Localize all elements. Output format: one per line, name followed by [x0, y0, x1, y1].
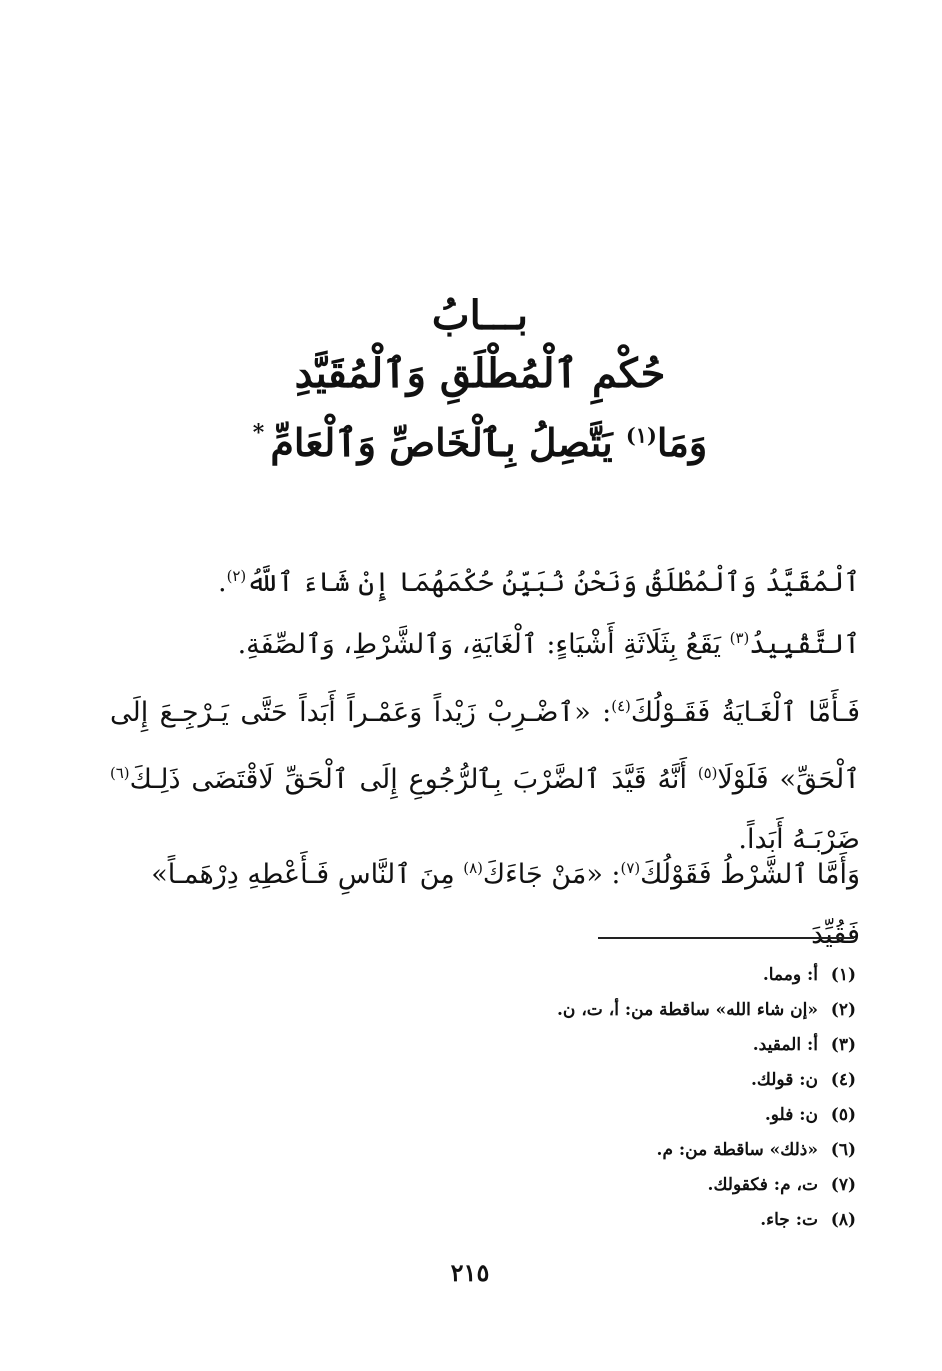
footnote-text: «ذلك» ساقطة من: م.: [656, 1140, 818, 1160]
footnote-text: «إن شاء الله» ساقطة من: أ، ت، ن.: [557, 1000, 818, 1020]
paragraph-text-end: مِنَ ٱلنَّاسِ فَـأَعْطِهِ دِرْهَمـاً» فَقُيِّدَ: [151, 859, 860, 950]
footnote-number: (٥): [830, 1105, 856, 1125]
chapter-label: [200, 292, 760, 339]
footnote-ref-3: (٣): [729, 629, 750, 647]
footnote-ref-5: (٥): [697, 764, 718, 782]
paragraph-text: : «ٱضْـرِبْ زَيْداً وَعَمْـراً أَبَداً حَتَّى يَـرْجِـعَ إِلَى ٱلْحَقِّ» فَلَوْلَا: [110, 697, 860, 795]
footnote-text: أ: ومما.: [762, 965, 818, 985]
footnote-ref-2: (٢): [226, 567, 247, 585]
footnote-number: (٦): [830, 1140, 856, 1160]
asterisk-mark: *: [252, 420, 265, 446]
footnote-number: (٧): [830, 1175, 856, 1195]
footnote-text: ن: فلو.: [764, 1105, 818, 1125]
footnote-item: [300, 1063, 856, 1098]
page-number: ٢١٥: [450, 1258, 490, 1287]
footnote-text: ن: قولك.: [750, 1070, 818, 1090]
subtitle-start: وَمَا: [656, 420, 708, 465]
footnote-number: (١): [830, 965, 856, 985]
paragraph-text: أَنَّهُ قَيَّدَ ٱلضَّرْبَ بِٱلرُّجُوعِ إِلَى ٱلْحَقِّ لَاقْتَضَى ذَلِـكَ: [129, 764, 698, 795]
chapter-label-text: بـــابُ: [431, 292, 529, 339]
footnote-ref-8: (٨): [463, 859, 483, 877]
chapter-title-text: حُكْمِ ٱلْمُطْلَقِ وَٱلْمُقَيَّدِ: [294, 350, 666, 397]
footnote-text: ت: جاء.: [760, 1210, 818, 1230]
footnote-item: [300, 993, 856, 1028]
paragraph-text: ٱلْمُقَيَّدُ وَٱلْمُطْلَقُ وَنَحْنُ نُبَيِّنُ حُكْمَهُمَا إِنْ شَاءَ ٱللَّهُ: [246, 567, 860, 598]
chapter-subtitle: [200, 420, 760, 465]
paragraph-condition: [110, 838, 860, 965]
footnote-text: أ: المقيد.: [752, 1035, 818, 1055]
footnote-number: (٨): [830, 1210, 856, 1230]
paragraph-text-end: يَقَعُ بِثَلَاثَةِ أَشْيَاءٍ: ٱلْغَايَةِ، وَٱلشَّرْطِ، وَٱلصِّفَةِ.: [237, 629, 730, 660]
footnote-divider: [598, 937, 854, 939]
paragraph-text-end: .: [218, 567, 227, 598]
footnote-ref-4: (٤): [611, 697, 631, 715]
footnotes-list: [300, 958, 856, 1238]
footnote-item: [300, 1028, 856, 1063]
footnote-item: [300, 1168, 856, 1203]
footnote-ref-1: (١): [625, 422, 657, 448]
footnote-item: [300, 1098, 856, 1133]
chapter-title: [200, 350, 760, 397]
paragraph-text: وَأَمَّا ٱلشَّرْطُ فَقَوْلُكَ: [640, 859, 860, 890]
footnote-item: [300, 1133, 856, 1168]
subtitle-end: يَتَّصِلُ بِٱلْخَاصِّ وَٱلْعَامِّ: [270, 420, 626, 465]
paragraph-text: ٱلتَّقْيِيدُ: [749, 629, 860, 660]
footnote-ref-6: (٦): [110, 764, 130, 782]
paragraph-restriction: [110, 608, 860, 675]
paragraph-text-end: ضَرْبَـهُ أَبَداً.: [738, 824, 860, 855]
paragraph-intro: [110, 546, 860, 613]
footnote-number: (٢): [830, 1000, 856, 1020]
footnote-item: [300, 958, 856, 993]
paragraph-text: فَـأَمَّا ٱلْغَـايَةُ فَقَـوْلُكَ: [630, 697, 860, 728]
footnote-number: (٤): [830, 1070, 856, 1090]
footnote-ref-7: (٧): [620, 859, 641, 877]
footnote-item: [300, 1203, 856, 1238]
footnote-text: ت، م: فكقولك.: [707, 1175, 818, 1195]
paragraph-text: : «مَنْ جَاءَكَ: [482, 859, 621, 890]
footnote-number: (٣): [830, 1035, 856, 1055]
